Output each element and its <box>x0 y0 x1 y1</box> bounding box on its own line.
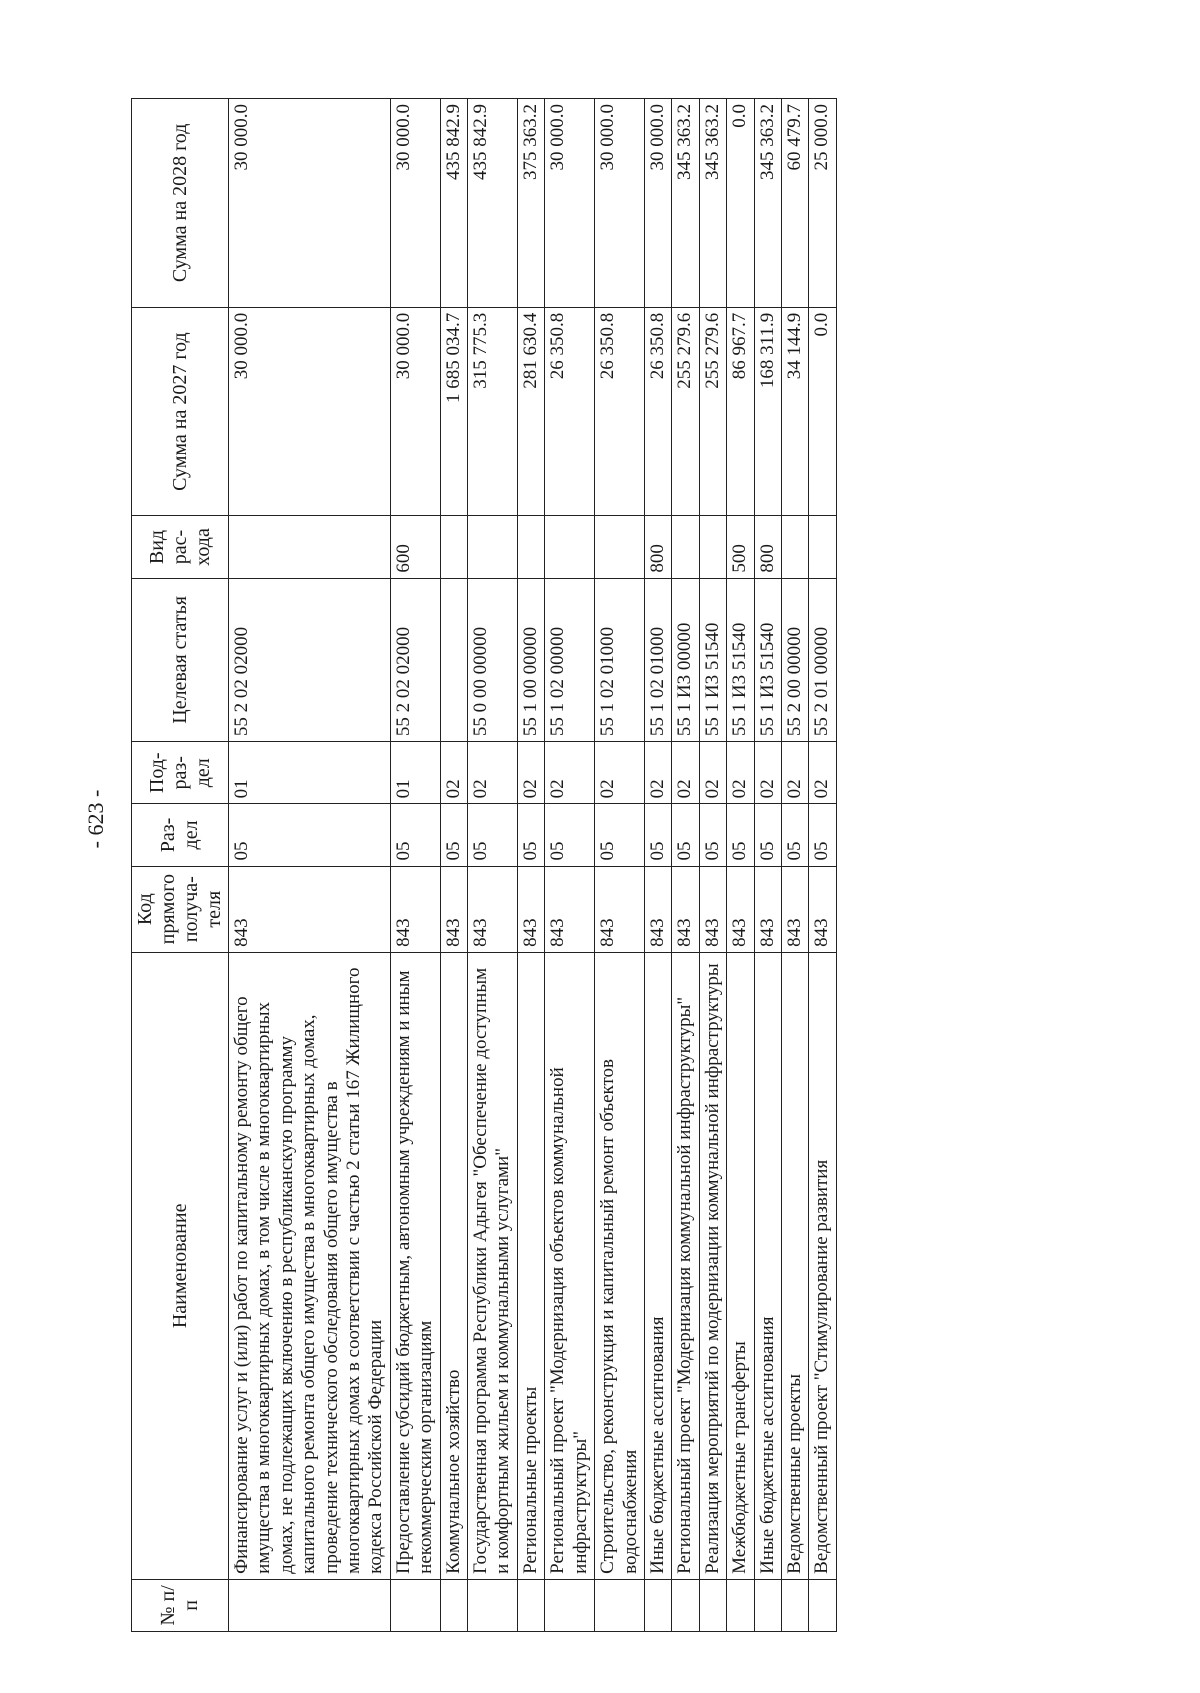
cell-no <box>517 1579 544 1631</box>
cell-sum-2028: 30 000.0 <box>545 99 595 308</box>
cell-vid <box>699 516 726 578</box>
table-row <box>468 99 518 1632</box>
cell-razdel: 05 <box>390 804 440 866</box>
cell-no <box>727 1579 754 1631</box>
cell-kod: 843 <box>699 866 726 952</box>
table-row <box>595 99 645 1632</box>
cell-sum-2027: 255 279.6 <box>699 307 726 516</box>
header-celevaya: Целевая статья <box>132 578 229 742</box>
cell-name: Коммунальное хозяйство <box>440 952 467 1579</box>
cell-no <box>390 1579 440 1631</box>
page-number: - 623 - <box>83 789 108 849</box>
cell-kod: 843 <box>517 866 544 952</box>
cell-name: Иные бюджетные ассигнования <box>644 952 671 1579</box>
cell-sum-2027: 26 350.8 <box>595 307 645 516</box>
table-row <box>699 99 726 1632</box>
cell-razdel: 05 <box>727 804 754 866</box>
cell-razdel: 05 <box>229 804 391 866</box>
cell-podrazdel: 01 <box>229 742 391 804</box>
cell-kod: 843 <box>595 866 645 952</box>
table-row <box>809 99 836 1632</box>
cell-sum-2028: 25 000.0 <box>809 99 836 308</box>
cell-kod: 843 <box>727 866 754 952</box>
cell-celevaya: 55 0 00 00000 <box>468 578 518 742</box>
cell-celevaya: 55 1 И3 00000 <box>672 578 699 742</box>
cell-kod: 843 <box>809 866 836 952</box>
cell-razdel: 05 <box>644 804 671 866</box>
cell-no <box>781 1579 808 1631</box>
cell-sum-2027: 0.0 <box>809 307 836 516</box>
cell-name: Государственная программа Республики Адыгея "Обеспечение доступным и комфортным жильем и коммунальными услугами" <box>468 952 518 1579</box>
cell-name: Строительство, реконструкция и капитальный ремонт объектов водоснабжения <box>595 952 645 1579</box>
cell-sum-2028: 345 363.2 <box>672 99 699 308</box>
cell-kod: 843 <box>672 866 699 952</box>
header-no: № п/п <box>132 1579 229 1631</box>
cell-sum-2028: 435 842.9 <box>468 99 518 308</box>
cell-razdel: 05 <box>754 804 781 866</box>
table-row <box>727 99 754 1632</box>
cell-name: Региональный проект "Модернизация объектов коммунальной инфраструктуры" <box>545 952 595 1579</box>
cell-celevaya: 55 1 И3 51540 <box>699 578 726 742</box>
cell-kod: 843 <box>781 866 808 952</box>
cell-sum-2027: 30 000.0 <box>390 307 440 516</box>
cell-name: Ведомственный проект "Стимулирование развития <box>809 952 836 1579</box>
cell-name: Региональный проект "Модернизация коммунальной инфраструктуры" <box>672 952 699 1579</box>
cell-no <box>545 1579 595 1631</box>
cell-razdel: 05 <box>595 804 645 866</box>
cell-name: Межбюджетные трансферты <box>727 952 754 1579</box>
table-row <box>545 99 595 1632</box>
cell-kod: 843 <box>545 866 595 952</box>
cell-podrazdel: 02 <box>754 742 781 804</box>
cell-podrazdel: 02 <box>727 742 754 804</box>
table-row <box>754 99 781 1632</box>
cell-kod: 843 <box>390 866 440 952</box>
cell-vid <box>809 516 836 578</box>
cell-sum-2027: 86 967.7 <box>727 307 754 516</box>
cell-no <box>595 1579 645 1631</box>
cell-no <box>672 1579 699 1631</box>
header-vid: Вид рас-хода <box>132 516 229 578</box>
cell-celevaya: 55 1 И3 51540 <box>754 578 781 742</box>
cell-vid: 500 <box>727 516 754 578</box>
header-sum-2027: Сумма на 2027 год <box>132 307 229 516</box>
cell-podrazdel: 02 <box>809 742 836 804</box>
cell-no <box>754 1579 781 1631</box>
cell-vid: 600 <box>390 516 440 578</box>
table-body <box>229 99 837 1632</box>
cell-sum-2028: 345 363.2 <box>754 99 781 308</box>
cell-sum-2027: 281 630.4 <box>517 307 544 516</box>
cell-vid <box>440 516 467 578</box>
cell-vid <box>545 516 595 578</box>
cell-sum-2028: 435 842.9 <box>440 99 467 308</box>
table-row <box>517 99 544 1632</box>
cell-no <box>468 1579 518 1631</box>
cell-vid <box>781 516 808 578</box>
cell-no <box>644 1579 671 1631</box>
cell-kod: 843 <box>754 866 781 952</box>
cell-razdel: 05 <box>781 804 808 866</box>
cell-vid: 800 <box>754 516 781 578</box>
cell-razdel: 05 <box>699 804 726 866</box>
cell-sum-2028: 30 000.0 <box>390 99 440 308</box>
cell-podrazdel: 02 <box>517 742 544 804</box>
cell-vid <box>595 516 645 578</box>
cell-name: Региональные проекты <box>517 952 544 1579</box>
cell-kod: 843 <box>644 866 671 952</box>
cell-razdel: 05 <box>809 804 836 866</box>
cell-sum-2028: 30 000.0 <box>595 99 645 308</box>
cell-podrazdel: 02 <box>545 742 595 804</box>
cell-sum-2028: 30 000.0 <box>229 99 391 308</box>
cell-vid <box>672 516 699 578</box>
cell-celevaya: 55 1 02 01000 <box>595 578 645 742</box>
cell-vid <box>517 516 544 578</box>
table-header <box>132 99 229 1632</box>
cell-sum-2027: 34 144.9 <box>781 307 808 516</box>
table-row <box>672 99 699 1632</box>
cell-kod: 843 <box>468 866 518 952</box>
cell-name: Реализация мероприятий по модернизации коммунальной инфраструктуры <box>699 952 726 1579</box>
header-razdel: Раз-дел <box>132 804 229 866</box>
cell-no <box>440 1579 467 1631</box>
cell-podrazdel: 02 <box>672 742 699 804</box>
cell-vid <box>468 516 518 578</box>
cell-razdel: 05 <box>468 804 518 866</box>
cell-celevaya: 55 1 00 00000 <box>517 578 544 742</box>
cell-name: Иные бюджетные ассигнования <box>754 952 781 1579</box>
table-row <box>781 99 808 1632</box>
cell-razdel: 05 <box>517 804 544 866</box>
table-row <box>644 99 671 1632</box>
cell-sum-2028: 375 363.2 <box>517 99 544 308</box>
cell-sum-2027: 26 350.8 <box>545 307 595 516</box>
cell-razdel: 05 <box>545 804 595 866</box>
cell-no <box>699 1579 726 1631</box>
cell-celevaya: 55 1 И3 51540 <box>727 578 754 742</box>
cell-sum-2028: 30 000.0 <box>644 99 671 308</box>
cell-sum-2027: 168 311.9 <box>754 307 781 516</box>
header-name: Наименование <box>132 952 229 1579</box>
cell-kod: 843 <box>440 866 467 952</box>
table-row <box>229 99 391 1632</box>
cell-celevaya: 55 2 02 02000 <box>390 578 440 742</box>
cell-celevaya: 55 1 02 00000 <box>545 578 595 742</box>
table-row <box>440 99 467 1632</box>
cell-razdel: 05 <box>672 804 699 866</box>
cell-sum-2028: 0.0 <box>727 99 754 308</box>
cell-celevaya: 55 2 00 00000 <box>781 578 808 742</box>
cell-podrazdel: 02 <box>468 742 518 804</box>
cell-name: Ведомственные проекты <box>781 952 808 1579</box>
cell-no <box>229 1579 391 1631</box>
header-sum-2028: Сумма на 2028 год <box>132 99 229 308</box>
cell-podrazdel: 02 <box>440 742 467 804</box>
cell-kod: 843 <box>229 866 391 952</box>
cell-sum-2027: 1 685 034.7 <box>440 307 467 516</box>
cell-sum-2028: 60 479.7 <box>781 99 808 308</box>
cell-podrazdel: 02 <box>644 742 671 804</box>
cell-celevaya: 55 2 01 00000 <box>809 578 836 742</box>
cell-podrazdel: 02 <box>699 742 726 804</box>
cell-name: Финансирование услуг и (или) работ по капитальному ремонту общего имущества в многоквартирных домах, в том числе в многоквартирных домах, не подлежащих включению в республиканскую программу капитального ремонта общего имущества в многоквартирных домах, проведение технического обследования общего имущества в многоквартирных домах в соответствии с частью 2 статьи 167 Жилищного кодекса Российской Федерации <box>229 952 391 1579</box>
header-kod: Код прямого получа-теля <box>132 866 229 952</box>
cell-vid: 800 <box>644 516 671 578</box>
cell-podrazdel: 02 <box>781 742 808 804</box>
cell-sum-2027: 255 279.6 <box>672 307 699 516</box>
cell-podrazdel: 02 <box>595 742 645 804</box>
cell-vid <box>229 516 391 578</box>
header-row <box>132 99 229 1632</box>
cell-no <box>809 1579 836 1631</box>
cell-celevaya: 55 1 02 01000 <box>644 578 671 742</box>
cell-podrazdel: 01 <box>390 742 440 804</box>
cell-name: Предоставление субсидий бюджетным, автономным учреждениям и иным некоммерческим организациям <box>390 952 440 1579</box>
cell-razdel: 05 <box>440 804 467 866</box>
cell-sum-2028: 345 363.2 <box>699 99 726 308</box>
budget-table <box>131 98 837 1632</box>
cell-celevaya <box>440 578 467 742</box>
cell-sum-2027: 315 775.3 <box>468 307 518 516</box>
table-row <box>390 99 440 1632</box>
cell-sum-2027: 26 350.8 <box>644 307 671 516</box>
budget-table-frame <box>131 98 1076 1632</box>
header-podrazdel: Под-раз-дел <box>132 742 229 804</box>
cell-celevaya: 55 2 02 02000 <box>229 578 391 742</box>
cell-sum-2027: 30 000.0 <box>229 307 391 516</box>
